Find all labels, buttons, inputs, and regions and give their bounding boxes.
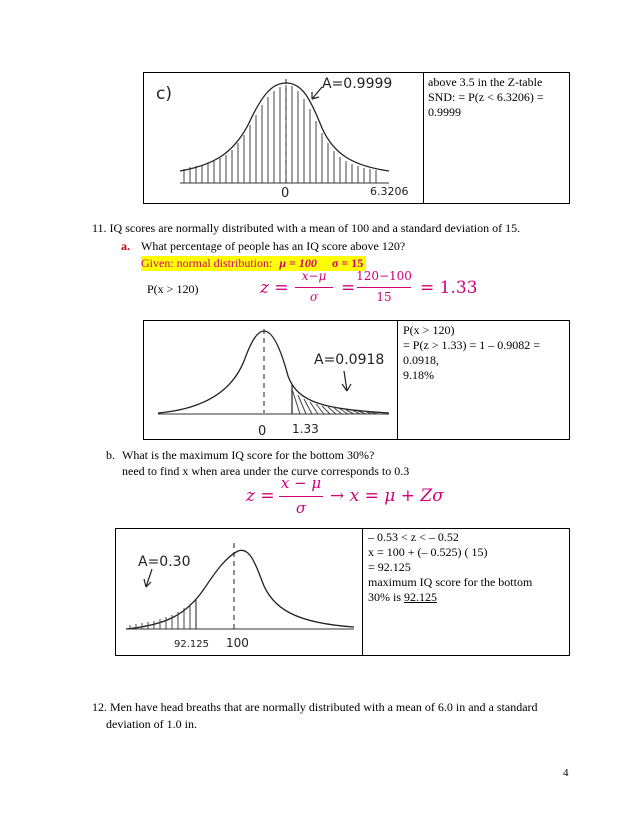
panel-c-area-label: A=0.9999 [322,76,393,92]
formula-result: = 1.33 [420,278,478,298]
panel-c-note [428,75,544,120]
panel-c-sketch [144,73,422,201]
frac1-den: σ [309,290,319,304]
formula-eq: = [341,278,356,298]
panel-c-axis-right: 6.3206 [370,185,409,198]
panel-b-note-last [368,590,532,605]
q11-stem: 11. IQ scores are normally distributed with a mean of 100 and a standard deviation of 15. [92,221,521,235]
panel-a-divider [397,320,398,440]
panel-a-area-label: A=0.0918 [314,352,385,368]
panel-b-note-line: = 92.125 [368,560,411,574]
panel-b-sketch [116,529,362,655]
panel-b-area-label: A=0.30 [138,554,191,570]
given-sigma: σ = 15 [331,256,364,270]
panel-b-axis-mid: 100 [226,636,249,650]
panel-c-note-line: SND: = P(z < 6.3206) = [428,90,544,104]
panel-c-label: c) [156,84,172,104]
q11b-marker: b. [106,448,115,462]
panel-c-note-line: above 3.5 in the Z-table [428,75,543,89]
panel-b-note-line: – 0.53 < z < – 0.52 [368,530,459,544]
panel-a-note-line: P(x > 120) [403,323,455,337]
panel-c-note-line: 0.9999 [428,105,461,119]
formula-b-rest: → x = μ + Zσ [330,486,444,506]
fracb-den: σ [295,499,307,517]
zb-symbol: z = [246,486,275,506]
panel-a-note-line: 0.0918, [403,353,439,367]
panel-a-sketch [144,321,396,439]
panel-b-axis-left: 92.125 [174,639,209,650]
q11a-question: What percentage of people has an IQ score above 120? [141,239,406,253]
frac1-num: x−μ [301,269,327,283]
frac2-den: 15 [376,290,392,304]
panel-b-note [368,530,532,605]
q11b-need: need to find x when area under the curve corresponds to 0.3 [122,464,410,478]
q11b-question: What is the maximum IQ score for the bottom 30%? [122,448,375,462]
panel-b-divider [362,528,363,656]
given-text: Given: normal distribution: [141,256,273,270]
page-number: 4 [563,767,569,779]
panel-b-note-line: x = 100 + (– 0.525) ( 15) [368,545,488,559]
panel-b-note-line: maximum IQ score for the bottom [368,575,533,589]
frac2-num: 120−100 [356,269,412,283]
z-symbol: z = [260,278,289,298]
panel-c-divider [423,72,424,204]
frac2-bar [357,287,411,288]
given-mu: μ = 100 [279,256,317,270]
fracb-bar [279,496,323,497]
panel-b-note-prefix: 30% is [368,590,404,604]
panel-a-note [403,323,540,383]
panel-b-answer: 92.125 [404,590,437,604]
panel-a-note-line: 9.18% [403,368,434,382]
panel-a-axis-mid: 0 [258,424,267,439]
fracb-num: x − μ [280,474,322,492]
frac1-bar [295,287,333,288]
q12-line2: deviation of 1.0 in. [106,717,197,731]
q11a-marker: a. [121,239,130,253]
panel-a-axis-right: 1.33 [292,422,319,436]
panel-a-note-line: = P(z > 1.33) = 1 – 0.9082 = [403,338,541,352]
q12-line1: 12. Men have head breaths that are normally distributed with a mean of 6.0 in and a standard [92,700,538,714]
prob-label: P(x > 120) [147,282,199,296]
panel-c-axis-left: 0 [281,186,290,201]
